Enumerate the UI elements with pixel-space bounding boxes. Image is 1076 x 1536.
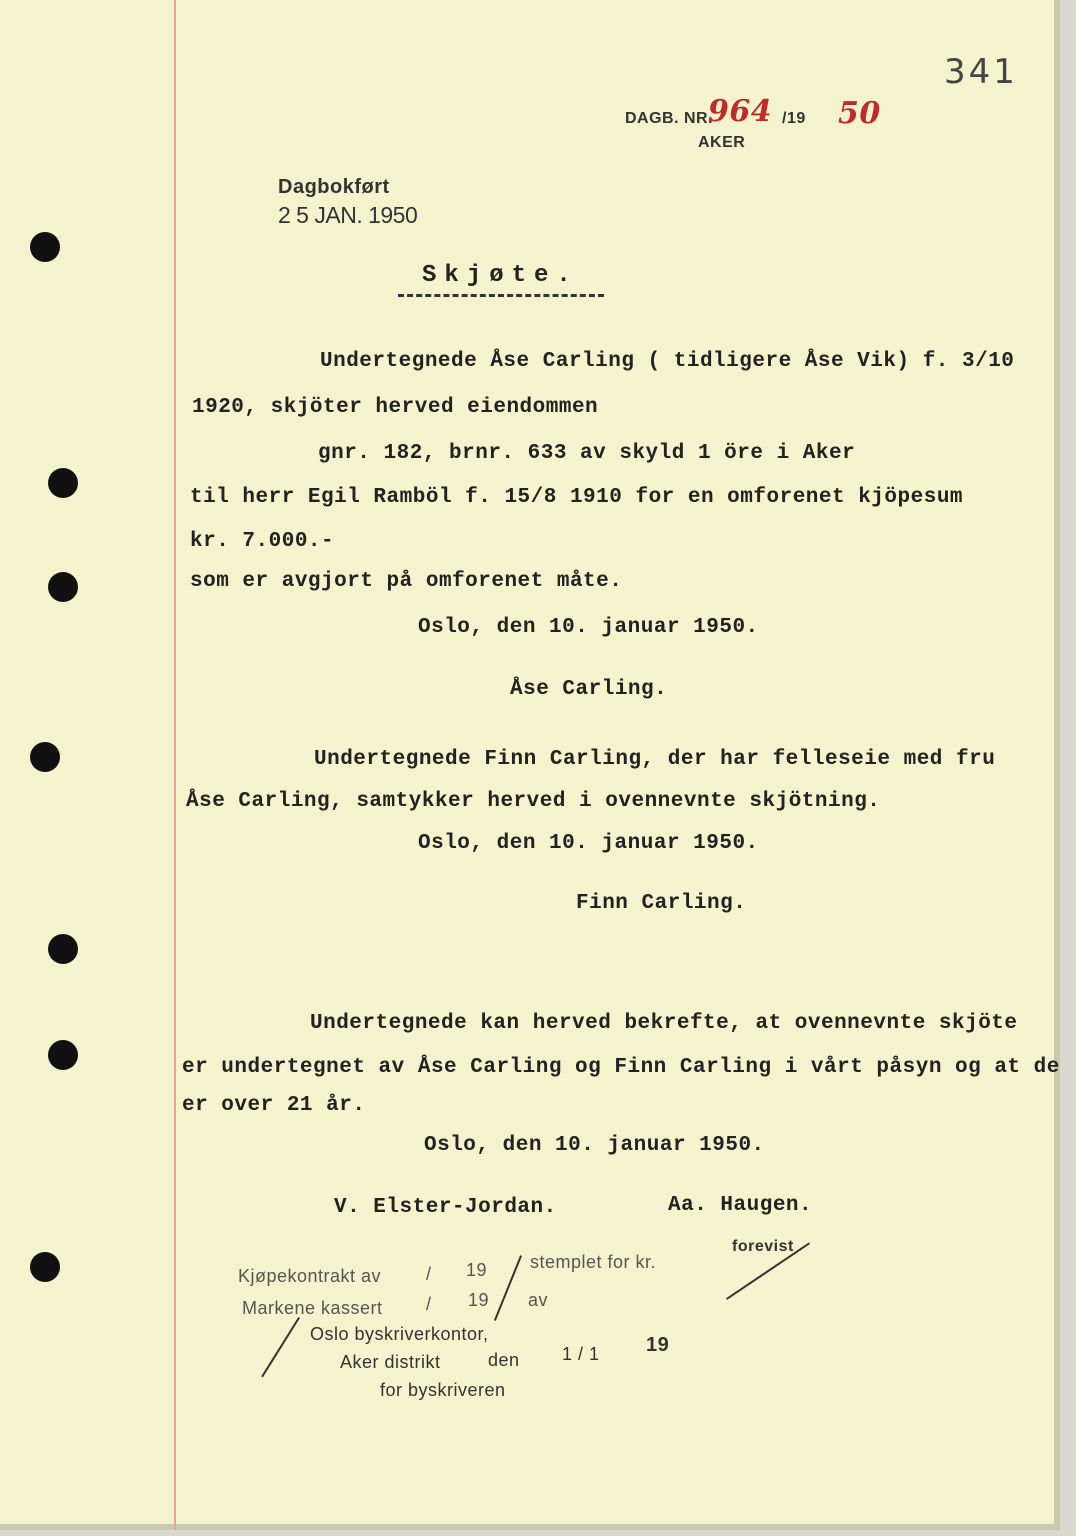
stamp-line-2c: 19 — [468, 1290, 490, 1310]
stamp-line-2a: Markene kassert — [242, 1298, 383, 1318]
witness-2: Aa. Haugen. — [668, 1194, 813, 1217]
dagb-nr-handwritten-year: 50 — [838, 96, 881, 131]
paragraph-2-line-2: Åse Carling, samtykker herved i ovennevnte skjötning. — [186, 790, 881, 813]
witness-1: V. Elster-Jordan. — [334, 1196, 557, 1219]
paragraph-3-line-3: er over 21 år. — [182, 1094, 366, 1117]
stamp-line-2b: / — [426, 1294, 432, 1314]
dagbokfort-label: Dagbokført — [278, 176, 390, 198]
stamp-line-4b: den — [488, 1350, 520, 1370]
pen-stroke — [261, 1317, 300, 1377]
punch-hole — [30, 232, 60, 262]
paragraph-3-line-1: Undertegnede kan herved bekrefte, at ovennevnte skjöte — [310, 1012, 1018, 1035]
paragraph-1-line-1: Undertegnede Åse Carling ( tidligere Åse Vik) f. 3/10 — [320, 350, 1015, 373]
paragraph-1-line-4: til herr Egil Ramböl f. 15/8 1910 for en omforenet kjöpesum — [190, 486, 964, 509]
date-line-1: Oslo, den 10. januar 1950. — [418, 616, 759, 639]
stamp-line-1c: 19 — [466, 1260, 488, 1280]
dagb-nr-label: DAGB. NR. — [625, 110, 714, 127]
stamp-line-4c: 1 / 1 — [562, 1344, 600, 1364]
stamp-line-1a: Kjøpekontrakt av — [238, 1266, 382, 1286]
pen-stroke — [494, 1255, 522, 1321]
paragraph-1-line-5: kr. 7.000.- — [190, 530, 335, 553]
punch-hole — [48, 468, 78, 498]
page-number: 341 — [944, 52, 1018, 92]
document-title: Skjøte. — [422, 262, 579, 289]
dagb-nr-handwritten-number: 964 — [708, 94, 773, 129]
dagbokfort-date: 2 5 JAN. 1950 — [278, 202, 418, 228]
signature-2: Finn Carling. — [576, 892, 747, 915]
stamp-line-5: for byskriveren — [380, 1380, 506, 1400]
paragraph-1-line-3: gnr. 182, brnr. 633 av skyld 1 öre i Aker — [318, 442, 856, 465]
date-line-2: Oslo, den 10. januar 1950. — [418, 832, 759, 855]
stamp-line-2d: av — [528, 1290, 549, 1310]
punch-hole — [48, 1040, 78, 1070]
stamp-line-1d: stemplet for kr. — [530, 1252, 657, 1272]
district-stamp: AKER — [698, 134, 746, 151]
date-line-3: Oslo, den 10. januar 1950. — [424, 1134, 765, 1157]
stamp-line-4d: 19 — [646, 1334, 670, 1356]
dagb-nr-year-prefix: /19 — [782, 110, 806, 127]
signature-1: Åse Carling. — [510, 678, 668, 701]
punch-hole — [30, 1252, 60, 1282]
margin-line — [174, 0, 176, 1530]
stamp-line-1e: forevist — [732, 1238, 794, 1255]
punch-hole — [48, 934, 78, 964]
paragraph-1-line-6: som er avgjort på omforenet måte. — [190, 570, 623, 593]
stamp-line-3: Oslo byskriverkontor, — [310, 1324, 489, 1344]
stamp-line-1b: / — [426, 1264, 432, 1284]
title-underline — [398, 294, 604, 297]
paragraph-3-line-2: er undertegnet av Åse Carling og Finn Carling i vårt påsyn og at de — [182, 1056, 1060, 1079]
stamp-line-4a: Aker distrikt — [340, 1352, 441, 1372]
paragraph-1-line-2: 1920, skjöter herved eiendommen — [192, 396, 599, 419]
punch-hole — [30, 742, 60, 772]
paragraph-2-line-1: Undertegnede Finn Carling, der har felleseie med fru — [314, 748, 996, 771]
punch-hole — [48, 572, 78, 602]
